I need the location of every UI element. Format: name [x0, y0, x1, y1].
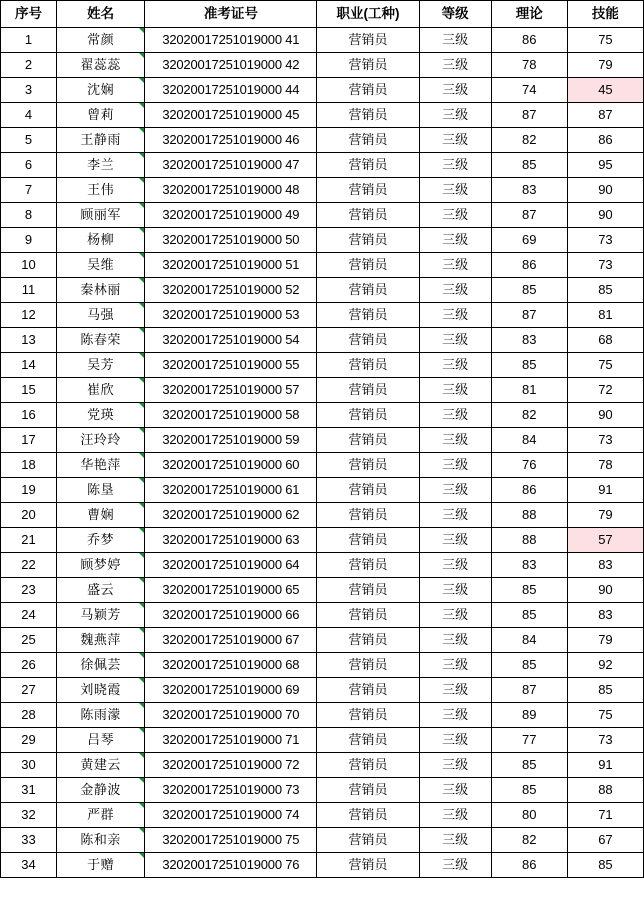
cell-name: 陈和亲 — [57, 828, 145, 853]
column-header-level: 等级 — [419, 1, 491, 28]
cell-level: 三级 — [419, 828, 491, 853]
cell-name: 吴芳 — [57, 353, 145, 378]
cell-ticket: 32020017251019000 71 — [145, 728, 317, 753]
column-header-name: 姓名 — [57, 1, 145, 28]
cell-skill: 75 — [567, 703, 643, 728]
cell-seq: 9 — [1, 228, 57, 253]
cell-name: 汪玲玲 — [57, 428, 145, 453]
table-row — [1, 128, 644, 153]
cell-job: 营销员 — [317, 853, 419, 878]
cell-job: 营销员 — [317, 553, 419, 578]
cell-seq: 14 — [1, 353, 57, 378]
cell-name: 乔梦 — [57, 528, 145, 553]
cell-level: 三级 — [419, 228, 491, 253]
cell-skill: 92 — [567, 653, 643, 678]
cell-job: 营销员 — [317, 103, 419, 128]
cell-job: 营销员 — [317, 303, 419, 328]
cell-skill: 85 — [567, 678, 643, 703]
cell-theory: 86 — [491, 28, 567, 53]
cell-job: 营销员 — [317, 453, 419, 478]
cell-level: 三级 — [419, 353, 491, 378]
cell-skill: 75 — [567, 28, 643, 53]
cell-seq: 1 — [1, 28, 57, 53]
cell-level: 三级 — [419, 253, 491, 278]
cell-theory: 85 — [491, 278, 567, 303]
table-row — [1, 203, 644, 228]
cell-name: 陈雨濛 — [57, 703, 145, 728]
cell-name: 马颖芳 — [57, 603, 145, 628]
cell-ticket: 32020017251019000 68 — [145, 653, 317, 678]
column-header-seq: 序号 — [1, 1, 57, 28]
table-row — [1, 428, 644, 453]
table-row — [1, 728, 644, 753]
cell-skill: 73 — [567, 728, 643, 753]
cell-level: 三级 — [419, 153, 491, 178]
cell-job: 营销员 — [317, 653, 419, 678]
cell-skill: 83 — [567, 603, 643, 628]
cell-level: 三级 — [419, 803, 491, 828]
table-row — [1, 303, 644, 328]
cell-level: 三级 — [419, 503, 491, 528]
cell-seq: 7 — [1, 178, 57, 203]
cell-skill: 91 — [567, 478, 643, 503]
cell-skill: 73 — [567, 253, 643, 278]
cell-skill: 95 — [567, 153, 643, 178]
cell-theory: 86 — [491, 253, 567, 278]
cell-job: 营销员 — [317, 278, 419, 303]
cell-theory: 83 — [491, 553, 567, 578]
table-row — [1, 853, 644, 878]
cell-seq: 24 — [1, 603, 57, 628]
cell-level: 三级 — [419, 528, 491, 553]
table-row — [1, 678, 644, 703]
cell-name: 黄建云 — [57, 753, 145, 778]
cell-seq: 19 — [1, 478, 57, 503]
cell-job: 营销员 — [317, 528, 419, 553]
table-row — [1, 453, 644, 478]
cell-ticket: 32020017251019000 67 — [145, 628, 317, 653]
cell-job: 营销员 — [317, 403, 419, 428]
table-row — [1, 703, 644, 728]
cell-ticket: 32020017251019000 66 — [145, 603, 317, 628]
cell-name: 陈春荣 — [57, 328, 145, 353]
cell-level: 三级 — [419, 628, 491, 653]
table-row — [1, 178, 644, 203]
cell-theory: 87 — [491, 203, 567, 228]
cell-theory: 82 — [491, 403, 567, 428]
table-row — [1, 353, 644, 378]
cell-skill: 79 — [567, 628, 643, 653]
cell-skill: 81 — [567, 303, 643, 328]
cell-job: 营销员 — [317, 328, 419, 353]
cell-ticket: 32020017251019000 63 — [145, 528, 317, 553]
cell-name: 翟蕊蕊 — [57, 53, 145, 78]
cell-seq: 26 — [1, 653, 57, 678]
cell-level: 三级 — [419, 128, 491, 153]
cell-level: 三级 — [419, 378, 491, 403]
cell-job: 营销员 — [317, 253, 419, 278]
cell-theory: 83 — [491, 178, 567, 203]
cell-level: 三级 — [419, 428, 491, 453]
cell-job: 营销员 — [317, 803, 419, 828]
table-row — [1, 228, 644, 253]
table-row — [1, 403, 644, 428]
cell-job: 营销员 — [317, 228, 419, 253]
cell-ticket: 32020017251019000 59 — [145, 428, 317, 453]
cell-skill: 90 — [567, 578, 643, 603]
cell-level: 三级 — [419, 603, 491, 628]
table-row — [1, 578, 644, 603]
table-row — [1, 478, 644, 503]
cell-theory: 82 — [491, 828, 567, 853]
cell-ticket: 32020017251019000 42 — [145, 53, 317, 78]
cell-ticket: 32020017251019000 76 — [145, 853, 317, 878]
cell-seq: 5 — [1, 128, 57, 153]
cell-job: 营销员 — [317, 203, 419, 228]
cell-level: 三级 — [419, 403, 491, 428]
table-row — [1, 28, 644, 53]
cell-level: 三级 — [419, 78, 491, 103]
cell-level: 三级 — [419, 53, 491, 78]
cell-seq: 23 — [1, 578, 57, 603]
column-header-ticket: 准考证号 — [145, 1, 317, 28]
cell-job: 营销员 — [317, 728, 419, 753]
cell-name: 秦林丽 — [57, 278, 145, 303]
cell-theory: 74 — [491, 78, 567, 103]
table-row — [1, 328, 644, 353]
cell-level: 三级 — [419, 753, 491, 778]
cell-skill: 68 — [567, 328, 643, 353]
cell-job: 营销员 — [317, 778, 419, 803]
cell-seq: 10 — [1, 253, 57, 278]
cell-theory: 85 — [491, 653, 567, 678]
cell-skill: 86 — [567, 128, 643, 153]
cell-level: 三级 — [419, 678, 491, 703]
cell-level: 三级 — [419, 278, 491, 303]
cell-job: 营销员 — [317, 378, 419, 403]
cell-theory: 77 — [491, 728, 567, 753]
cell-name: 王伟 — [57, 178, 145, 203]
cell-theory: 85 — [491, 753, 567, 778]
cell-ticket: 32020017251019000 48 — [145, 178, 317, 203]
cell-theory: 85 — [491, 778, 567, 803]
cell-skill: 71 — [567, 803, 643, 828]
cell-name: 王静雨 — [57, 128, 145, 153]
cell-ticket: 32020017251019000 51 — [145, 253, 317, 278]
cell-ticket: 32020017251019000 41 — [145, 28, 317, 53]
cell-skill: 79 — [567, 53, 643, 78]
cell-level: 三级 — [419, 853, 491, 878]
table-row — [1, 53, 644, 78]
cell-ticket: 32020017251019000 46 — [145, 128, 317, 153]
cell-level: 三级 — [419, 328, 491, 353]
header-row — [1, 1, 644, 28]
cell-ticket: 32020017251019000 45 — [145, 103, 317, 128]
cell-level: 三级 — [419, 478, 491, 503]
cell-name: 曾莉 — [57, 103, 145, 128]
cell-theory: 89 — [491, 703, 567, 728]
cell-name: 于赠 — [57, 853, 145, 878]
cell-skill: 90 — [567, 178, 643, 203]
cell-level: 三级 — [419, 703, 491, 728]
cell-skill: 90 — [567, 203, 643, 228]
cell-job: 营销员 — [317, 128, 419, 153]
cell-theory: 84 — [491, 428, 567, 453]
cell-theory: 83 — [491, 328, 567, 353]
cell-ticket: 32020017251019000 73 — [145, 778, 317, 803]
cell-name: 严群 — [57, 803, 145, 828]
cell-ticket: 32020017251019000 57 — [145, 378, 317, 403]
cell-theory: 85 — [491, 353, 567, 378]
cell-skill: 57 — [567, 528, 643, 553]
cell-level: 三级 — [419, 778, 491, 803]
cell-level: 三级 — [419, 28, 491, 53]
cell-ticket: 32020017251019000 55 — [145, 353, 317, 378]
cell-name: 顾丽军 — [57, 203, 145, 228]
cell-skill: 88 — [567, 778, 643, 803]
cell-skill: 83 — [567, 553, 643, 578]
cell-job: 营销员 — [317, 578, 419, 603]
cell-theory: 87 — [491, 103, 567, 128]
cell-theory: 82 — [491, 128, 567, 153]
cell-skill: 85 — [567, 278, 643, 303]
table-row — [1, 153, 644, 178]
cell-seq: 8 — [1, 203, 57, 228]
cell-name: 金静波 — [57, 778, 145, 803]
column-header-job: 职业(工种) — [317, 1, 419, 28]
cell-job: 营销员 — [317, 53, 419, 78]
cell-seq: 21 — [1, 528, 57, 553]
cell-theory: 78 — [491, 53, 567, 78]
cell-seq: 27 — [1, 678, 57, 703]
cell-ticket: 32020017251019000 54 — [145, 328, 317, 353]
cell-ticket: 32020017251019000 74 — [145, 803, 317, 828]
cell-theory: 85 — [491, 578, 567, 603]
cell-theory: 87 — [491, 303, 567, 328]
cell-job: 营销员 — [317, 628, 419, 653]
cell-name: 顾梦婷 — [57, 553, 145, 578]
table-row — [1, 803, 644, 828]
cell-seq: 11 — [1, 278, 57, 303]
cell-skill: 75 — [567, 353, 643, 378]
table-row — [1, 528, 644, 553]
cell-ticket: 32020017251019000 58 — [145, 403, 317, 428]
cell-name: 沈娴 — [57, 78, 145, 103]
cell-job: 营销员 — [317, 78, 419, 103]
cell-ticket: 32020017251019000 52 — [145, 278, 317, 303]
cell-name: 曹娴 — [57, 503, 145, 528]
cell-name: 李兰 — [57, 153, 145, 178]
cell-ticket: 32020017251019000 64 — [145, 553, 317, 578]
cell-name: 吕琴 — [57, 728, 145, 753]
cell-level: 三级 — [419, 203, 491, 228]
cell-seq: 34 — [1, 853, 57, 878]
cell-skill: 79 — [567, 503, 643, 528]
cell-job: 营销员 — [317, 503, 419, 528]
table-row — [1, 753, 644, 778]
cell-job: 营销员 — [317, 478, 419, 503]
cell-seq: 16 — [1, 403, 57, 428]
cell-level: 三级 — [419, 103, 491, 128]
cell-job: 营销员 — [317, 678, 419, 703]
cell-job: 营销员 — [317, 353, 419, 378]
cell-skill: 73 — [567, 428, 643, 453]
cell-ticket: 32020017251019000 47 — [145, 153, 317, 178]
table-row — [1, 778, 644, 803]
cell-theory: 88 — [491, 503, 567, 528]
table-row — [1, 378, 644, 403]
cell-job: 营销员 — [317, 28, 419, 53]
cell-seq: 4 — [1, 103, 57, 128]
cell-job: 营销员 — [317, 178, 419, 203]
cell-job: 营销员 — [317, 428, 419, 453]
cell-ticket: 32020017251019000 65 — [145, 578, 317, 603]
cell-skill: 72 — [567, 378, 643, 403]
cell-job: 营销员 — [317, 753, 419, 778]
cell-theory: 86 — [491, 478, 567, 503]
cell-seq: 18 — [1, 453, 57, 478]
cell-skill: 78 — [567, 453, 643, 478]
cell-level: 三级 — [419, 728, 491, 753]
table-row — [1, 253, 644, 278]
cell-theory: 69 — [491, 228, 567, 253]
cell-ticket: 32020017251019000 44 — [145, 78, 317, 103]
cell-theory: 80 — [491, 803, 567, 828]
cell-theory: 81 — [491, 378, 567, 403]
cell-name: 徐佩芸 — [57, 653, 145, 678]
cell-name: 党瑛 — [57, 403, 145, 428]
cell-seq: 30 — [1, 753, 57, 778]
cell-seq: 13 — [1, 328, 57, 353]
cell-ticket: 32020017251019000 70 — [145, 703, 317, 728]
column-header-skill: 技能 — [567, 1, 643, 28]
table-row — [1, 278, 644, 303]
cell-seq: 2 — [1, 53, 57, 78]
cell-seq: 31 — [1, 778, 57, 803]
cell-seq: 22 — [1, 553, 57, 578]
cell-seq: 32 — [1, 803, 57, 828]
cell-name: 魏燕萍 — [57, 628, 145, 653]
cell-theory: 85 — [491, 153, 567, 178]
cell-ticket: 32020017251019000 75 — [145, 828, 317, 853]
cell-seq: 33 — [1, 828, 57, 853]
cell-job: 营销员 — [317, 703, 419, 728]
cell-seq: 6 — [1, 153, 57, 178]
cell-ticket: 32020017251019000 50 — [145, 228, 317, 253]
table-row — [1, 503, 644, 528]
cell-ticket: 32020017251019000 53 — [145, 303, 317, 328]
cell-skill: 91 — [567, 753, 643, 778]
cell-name: 崔欣 — [57, 378, 145, 403]
cell-theory: 88 — [491, 528, 567, 553]
cell-skill: 45 — [567, 78, 643, 103]
table-row — [1, 78, 644, 103]
cell-name: 常颜 — [57, 28, 145, 53]
cell-name: 盛云 — [57, 578, 145, 603]
table-body — [1, 28, 644, 878]
table-row — [1, 603, 644, 628]
cell-seq: 15 — [1, 378, 57, 403]
cell-skill: 67 — [567, 828, 643, 853]
cell-theory: 87 — [491, 678, 567, 703]
cell-ticket: 32020017251019000 62 — [145, 503, 317, 528]
cell-name: 华艳萍 — [57, 453, 145, 478]
cell-ticket: 32020017251019000 61 — [145, 478, 317, 503]
cell-theory: 85 — [491, 603, 567, 628]
cell-name: 吴维 — [57, 253, 145, 278]
table-row — [1, 628, 644, 653]
cell-seq: 17 — [1, 428, 57, 453]
cell-theory: 84 — [491, 628, 567, 653]
cell-level: 三级 — [419, 553, 491, 578]
column-header-theory: 理论 — [491, 1, 567, 28]
cell-ticket: 32020017251019000 49 — [145, 203, 317, 228]
cell-theory: 76 — [491, 453, 567, 478]
cell-seq: 29 — [1, 728, 57, 753]
cell-ticket: 32020017251019000 72 — [145, 753, 317, 778]
cell-seq: 25 — [1, 628, 57, 653]
cell-level: 三级 — [419, 303, 491, 328]
cell-seq: 28 — [1, 703, 57, 728]
cell-name: 刘晓霞 — [57, 678, 145, 703]
cell-seq: 20 — [1, 503, 57, 528]
cell-job: 营销员 — [317, 828, 419, 853]
cell-name: 马强 — [57, 303, 145, 328]
table-row — [1, 103, 644, 128]
cell-name: 陈垦 — [57, 478, 145, 503]
cell-level: 三级 — [419, 578, 491, 603]
cell-level: 三级 — [419, 178, 491, 203]
cell-ticket: 32020017251019000 69 — [145, 678, 317, 703]
cell-skill: 87 — [567, 103, 643, 128]
cell-job: 营销员 — [317, 603, 419, 628]
cell-skill: 73 — [567, 228, 643, 253]
cell-theory: 86 — [491, 853, 567, 878]
cell-level: 三级 — [419, 653, 491, 678]
cell-skill: 85 — [567, 853, 643, 878]
table-row — [1, 653, 644, 678]
cell-level: 三级 — [419, 453, 491, 478]
cell-seq: 3 — [1, 78, 57, 103]
table-row — [1, 828, 644, 853]
cell-ticket: 32020017251019000 60 — [145, 453, 317, 478]
cell-name: 杨柳 — [57, 228, 145, 253]
cell-skill: 90 — [567, 403, 643, 428]
cell-job: 营销员 — [317, 153, 419, 178]
table-header — [1, 1, 644, 28]
cell-seq: 12 — [1, 303, 57, 328]
table-row — [1, 553, 644, 578]
